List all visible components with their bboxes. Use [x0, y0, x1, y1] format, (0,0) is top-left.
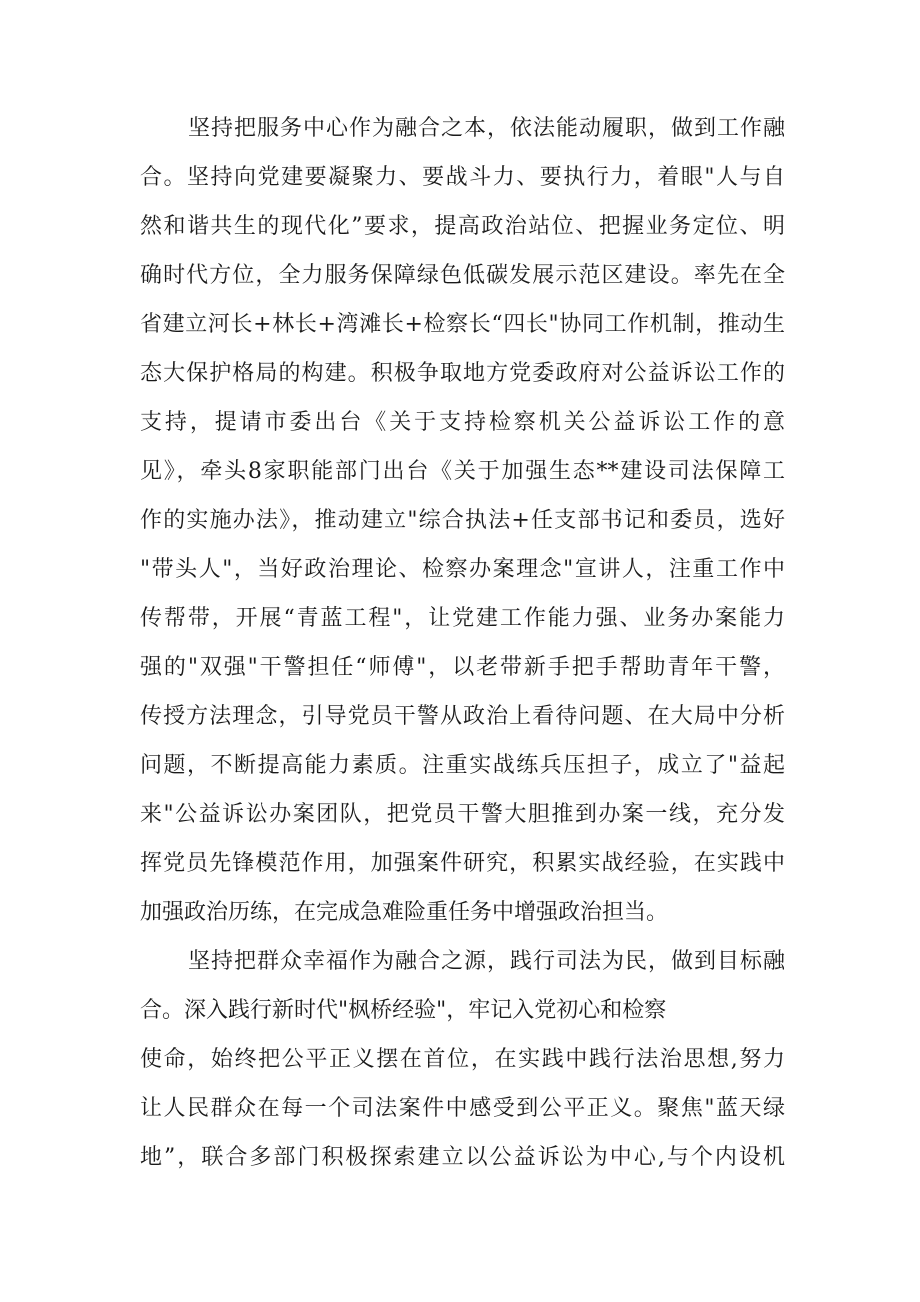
paragraph-2-line-1: 坚持把群众幸福作为融合之源，践行司法为民，做到目标融	[188, 949, 785, 974]
paragraph-2-line-5: 地”，联合多部门积极探索建立以公益诉讼为中心,与个内设机	[140, 1145, 785, 1170]
paragraph-1-line-3: 然和谐共生的现代化”要求，提高政治站位、把握业务定位、明	[140, 214, 785, 239]
paragraph-1-line-13: 传授方法理念，引导党员干警从政治上看待问题、在大局中分析	[140, 704, 785, 729]
paragraph-1-line-9: 作的实施办法》，推动建立"综合执法+任支部书记和委员，选好	[140, 508, 785, 533]
paragraph-2-line-3: 使命，始终把公平正义摆在首位，在实践中践行法治思想,努力	[140, 1047, 785, 1072]
paragraph-2-line-4: 让人民群众在每一个司法案件中感受到公平正义。聚焦"蓝天绿	[140, 1096, 785, 1121]
paragraph-1-line-8: 见》，牵头8家职能部门出台《关于加强生态**建设司法保障工	[140, 459, 785, 484]
paragraph-1-line-5: 省建立河长+林长+湾滩长+检察长“四长"协同工作机制，推动生	[140, 312, 785, 337]
paragraph-1-line-11: 传帮带，开展“青蓝工程"，让党建工作能力强、业务办案能力	[140, 606, 785, 631]
paragraph-1-line-10: "带头人"，当好政治理论、检察办案理念"宣讲人，注重工作中	[140, 557, 786, 582]
paragraph-1-line-2: 合。坚持向党建要凝聚力、要战斗力、要执行力，着眼"人与自	[140, 165, 785, 190]
paragraph-1-line-15: 来"公益诉讼办案团队，把党员干警大胆推到办案一线，充分发	[140, 802, 785, 827]
paragraph-1-line-14: 问题，不断提高能力素质。注重实战练兵压担子，成立了"益起	[140, 753, 785, 778]
paragraph-1-line-6: 态大保护格局的构建。积极争取地方党委政府对公益诉讼工作的	[140, 361, 785, 386]
paragraph-1-line-7: 支持，提请市委出台《关于支持检察机关公益诉讼工作的意	[140, 410, 785, 435]
paragraph-1-line-16: 挥党员先锋模范作用，加强案件研究，积累实战经验，在实践中	[140, 851, 785, 876]
paragraph-1-line-17: 加强政治历练，在完成急难险重任务中增强政治担当。	[140, 900, 669, 925]
paragraph-1-line-4: 确时代方位，全力服务保障绿色低碳发展示范区建设。率先在全	[140, 263, 785, 288]
paragraph-1-line-1: 坚持把服务中心作为融合之本，依法能动履职，做到工作融	[188, 116, 785, 141]
paragraph-1-line-12: 强的"双强"干警担任“师傅"，以老带新手把手帮助青年干警，	[140, 655, 785, 680]
paragraph-2-line-2: 合。深入践行新时代"枫桥经验"，牢记入党初心和检察	[140, 998, 667, 1023]
